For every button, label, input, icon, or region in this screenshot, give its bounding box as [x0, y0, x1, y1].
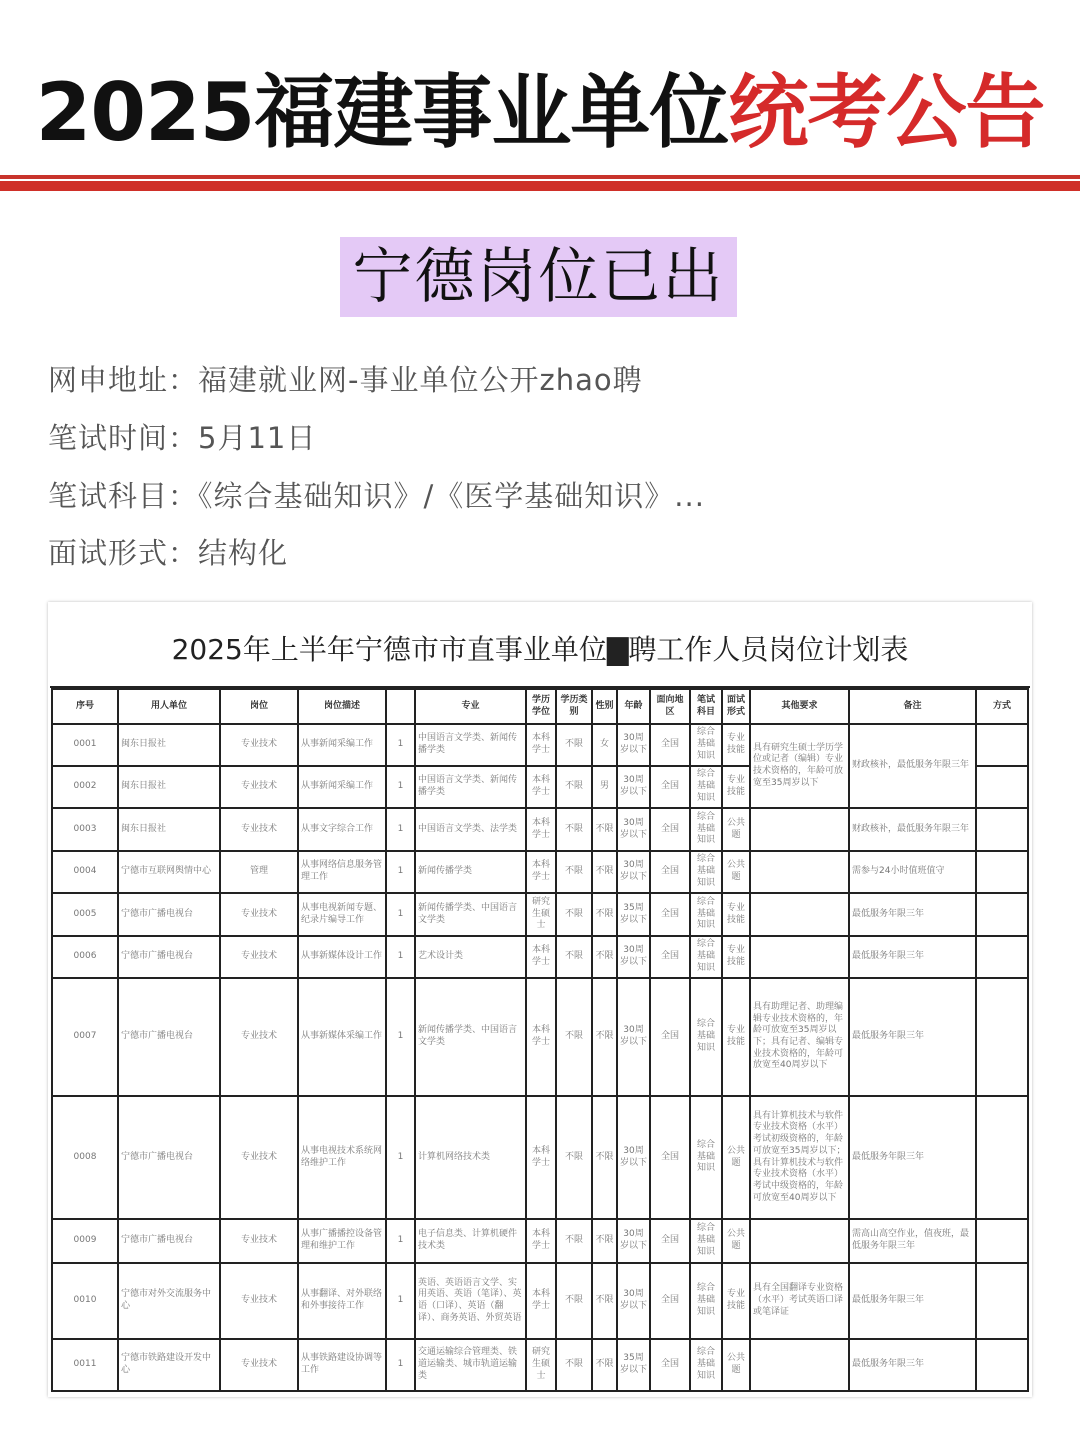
table-cell: 综合基础知识 [690, 808, 722, 851]
table-cell: 新闻传播学类、中国语言文学类 [415, 978, 526, 1096]
table-cell: 英语、英语语言文学、实用英语、英语（笔译）、英语（口译）、英语（翻译）、商务英语、外贸英语 [415, 1263, 526, 1339]
table-cell: 公共题 [722, 1096, 750, 1219]
table-cell: 本科学士 [526, 1263, 556, 1339]
table-cell [976, 724, 1028, 766]
table-row [52, 1219, 1028, 1263]
table-cell: 全国 [650, 724, 690, 766]
table-cell: 从事电视新闻专题、纪录片编导工作 [298, 893, 386, 936]
table-cell: 综合基础知识 [690, 724, 722, 766]
table-cell: 专业技术 [220, 1096, 298, 1219]
table-cell: 0005 [52, 893, 118, 936]
table-cell: 1 [386, 1263, 415, 1339]
info-line-exam-date: 笔试时间：5月11日 [48, 421, 317, 455]
table-cell: 专业技能 [722, 936, 750, 978]
table-cell: 1 [386, 766, 415, 808]
column-header: 笔试科目 [690, 689, 722, 724]
table-cell: 最低服务年限三年 [849, 936, 976, 978]
info-line-interview: 面试形式：结构化 [48, 536, 289, 570]
column-header: 学历学位 [526, 689, 556, 724]
position-plan-sheet [48, 602, 1032, 1397]
table-cell: 宁德市互联网舆情中心 [118, 851, 220, 893]
table-cell [976, 978, 1028, 1096]
table-row [52, 1339, 1028, 1391]
table-cell: 具有助理记者、助理编辑专业技术资格的，年龄可放宽至35周岁以下；具有记者、编辑专业技术资格的，年龄可放宽至40周岁以下 [750, 978, 849, 1096]
table-cell [976, 1219, 1028, 1263]
column-header [386, 689, 415, 724]
table-cell: 从事新媒体采编工作 [298, 978, 386, 1096]
table-cell: 专业技术 [220, 1339, 298, 1391]
table-cell: 新闻传播学类、中国语言文学类 [415, 893, 526, 936]
table-cell: 从事新闻采编工作 [298, 766, 386, 808]
column-header: 备注 [849, 689, 976, 724]
table-cell: 公共题 [722, 851, 750, 893]
table-cell: 全国 [650, 766, 690, 808]
table-cell: 全国 [650, 1263, 690, 1339]
table-cell: 从事新闻采编工作 [298, 724, 386, 766]
table-row [52, 1263, 1028, 1339]
table-cell: 从事网络信息服务管理工作 [298, 851, 386, 893]
table-cell: 宁德市广播电视台 [118, 1219, 220, 1263]
table-cell: 宁德市广播电视台 [118, 978, 220, 1096]
table-cell: 不限 [592, 893, 617, 936]
table-row [52, 808, 1028, 851]
table-cell: 计算机网络技术类 [415, 1096, 526, 1219]
table-cell: 0009 [52, 1219, 118, 1263]
subtitle-highlight: 宁德岗位已出 [340, 237, 737, 317]
table-cell: 全国 [650, 893, 690, 936]
table-cell [750, 1219, 849, 1263]
divider-thin [0, 175, 1080, 179]
column-header: 性别 [592, 689, 617, 724]
table-cell [976, 936, 1028, 978]
table-cell: 不限 [592, 1219, 617, 1263]
table-cell: 新闻传播学类 [415, 851, 526, 893]
table-cell: 全国 [650, 1096, 690, 1219]
headline-red: 统考公告 [728, 66, 1045, 159]
table-cell: 财政核补，最低服务年限三年 [849, 724, 976, 808]
table-cell: 35周岁以下 [617, 893, 650, 936]
column-header: 方式 [976, 689, 1028, 724]
table-cell: 综合基础知识 [690, 851, 722, 893]
table-cell: 最低服务年限三年 [849, 893, 976, 936]
table-cell: 管理 [220, 851, 298, 893]
table-cell: 35周岁以下 [617, 1339, 650, 1391]
table-cell: 最低服务年限三年 [849, 1339, 976, 1391]
table-cell [750, 1339, 849, 1391]
column-header: 岗位 [220, 689, 298, 724]
table-cell: 本科学士 [526, 851, 556, 893]
table-cell: 研究生硕士 [526, 1339, 556, 1391]
table-cell: 从事电视技术系统网络维护工作 [298, 1096, 386, 1219]
table-cell: 专业技术 [220, 936, 298, 978]
table-cell: 综合基础知识 [690, 936, 722, 978]
table-cell: 30周岁以下 [617, 808, 650, 851]
table-cell: 30周岁以下 [617, 936, 650, 978]
table-cell: 本科学士 [526, 936, 556, 978]
divider-thick [0, 181, 1080, 191]
table-cell: 1 [386, 724, 415, 766]
table-cell [976, 893, 1028, 936]
table-cell: 公共题 [722, 808, 750, 851]
table-row [52, 724, 1028, 766]
table-cell: 从事文字综合工作 [298, 808, 386, 851]
table-cell: 30周岁以下 [617, 1219, 650, 1263]
table-cell: 中国语言文学类、新闻传播学类 [415, 766, 526, 808]
table-cell: 1 [386, 978, 415, 1096]
table-cell: 1 [386, 936, 415, 978]
table-cell: 30周岁以下 [617, 978, 650, 1096]
table-cell: 1 [386, 893, 415, 936]
table-cell: 女 [592, 724, 617, 766]
table-cell: 综合基础知识 [690, 893, 722, 936]
table-cell: 本科学士 [526, 1096, 556, 1219]
table-cell: 1 [386, 808, 415, 851]
table-cell: 专业技能 [722, 766, 750, 808]
table-cell: 0001 [52, 724, 118, 766]
table-cell: 专业技能 [722, 1263, 750, 1339]
table-cell: 不限 [556, 808, 592, 851]
table-row [52, 978, 1028, 1096]
table-cell: 本科学士 [526, 1219, 556, 1263]
table-cell: 男 [592, 766, 617, 808]
table-row [52, 1096, 1028, 1219]
table-cell: 公共题 [722, 1219, 750, 1263]
table-cell: 最低服务年限三年 [849, 978, 976, 1096]
table-cell: 30周岁以下 [617, 724, 650, 766]
table-cell: 专业技术 [220, 1219, 298, 1263]
table-cell: 电子信息类、计算机硬件技术类 [415, 1219, 526, 1263]
table-cell: 公共题 [722, 1339, 750, 1391]
table-cell: 本科学士 [526, 766, 556, 808]
column-header: 面试形式 [722, 689, 750, 724]
table-cell: 0002 [52, 766, 118, 808]
table-cell: 综合基础知识 [690, 1263, 722, 1339]
info-line-subjects: 笔试科目：《综合基础知识》/《医学基础知识》... [48, 479, 705, 513]
table-cell: 全国 [650, 936, 690, 978]
table-cell: 最低服务年限三年 [849, 1263, 976, 1339]
table-cell [976, 1096, 1028, 1219]
table-cell: 中国语言文学类、新闻传播学类 [415, 724, 526, 766]
table-cell: 0011 [52, 1339, 118, 1391]
table-cell: 不限 [592, 808, 617, 851]
table-cell: 综合基础知识 [690, 766, 722, 808]
table-cell: 专业技术 [220, 893, 298, 936]
table-cell: 全国 [650, 978, 690, 1096]
table-row [52, 851, 1028, 893]
table-cell: 具有全国翻译专业资格（水平）考试英语口译或笔译证 [750, 1263, 849, 1339]
table-row [52, 893, 1028, 936]
table-cell [750, 851, 849, 893]
table-cell: 综合基础知识 [690, 1219, 722, 1263]
table-cell [976, 1339, 1028, 1391]
table-cell: 不限 [556, 978, 592, 1096]
table-cell [976, 1263, 1028, 1339]
table-cell: 全国 [650, 1219, 690, 1263]
table-cell: 艺术设计类 [415, 936, 526, 978]
table-cell: 财政核补，最低服务年限三年 [849, 808, 976, 851]
table-cell: 宁德市广播电视台 [118, 1096, 220, 1219]
table-cell: 具有研究生硕士学历学位或记者（编辑）专业技术资格的，年龄可放宽至35周岁以下 [750, 724, 849, 808]
table-cell: 专业技术 [220, 766, 298, 808]
table-cell: 0006 [52, 936, 118, 978]
table-cell: 从事新媒体设计工作 [298, 936, 386, 978]
table-cell: 闽东日报社 [118, 808, 220, 851]
table-cell: 本科学士 [526, 978, 556, 1096]
table-cell [750, 808, 849, 851]
table-cell: 0007 [52, 978, 118, 1096]
table-cell: 0010 [52, 1263, 118, 1339]
column-header: 其他要求 [750, 689, 849, 724]
column-header: 序号 [52, 689, 118, 724]
column-header: 年龄 [617, 689, 650, 724]
column-header: 专业 [415, 689, 526, 724]
table-cell: 不限 [556, 893, 592, 936]
table-cell: 不限 [592, 978, 617, 1096]
table-cell: 专业技术 [220, 724, 298, 766]
table-cell: 专业技术 [220, 1263, 298, 1339]
table-cell: 综合基础知识 [690, 978, 722, 1096]
headline [0, 48, 1080, 163]
table-cell: 专业技术 [220, 808, 298, 851]
column-header: 岗位描述 [298, 689, 386, 724]
table-cell: 30周岁以下 [617, 851, 650, 893]
table-cell: 宁德市对外交流服务中心 [118, 1263, 220, 1339]
table-cell: 全国 [650, 851, 690, 893]
table-cell: 0004 [52, 851, 118, 893]
table-cell [750, 893, 849, 936]
table-cell: 中国语言文学类、法学类 [415, 808, 526, 851]
table-cell [750, 936, 849, 978]
info-line-address: 网申地址：福建就业网-事业单位公开zhao聘 [48, 363, 643, 397]
table-cell: 本科学士 [526, 724, 556, 766]
table-cell [976, 766, 1028, 808]
table-cell: 全国 [650, 808, 690, 851]
table-cell: 从事铁路建设协调等工作 [298, 1339, 386, 1391]
column-header: 面向地区 [650, 689, 690, 724]
table-cell: 专业技能 [722, 978, 750, 1096]
column-header: 用人单位 [118, 689, 220, 724]
table-cell: 30周岁以下 [617, 1096, 650, 1219]
table-cell: 不限 [556, 766, 592, 808]
table-cell: 专业技能 [722, 893, 750, 936]
table-cell: 需高山高空作业，值夜班，最低服务年限三年 [849, 1219, 976, 1263]
table-cell: 不限 [592, 851, 617, 893]
table-cell: 宁德市广播电视台 [118, 936, 220, 978]
table-cell: 30周岁以下 [617, 1263, 650, 1339]
position-table [51, 688, 1029, 1392]
table-cell: 不限 [556, 1096, 592, 1219]
table-header-row [52, 689, 1028, 724]
table-cell: 闽东日报社 [118, 724, 220, 766]
table-cell: 本科学士 [526, 808, 556, 851]
table-cell: 专业技能 [722, 724, 750, 766]
table-cell: 需参与24小时值班值守 [849, 851, 976, 893]
sheet-title: 2025年上半年宁德市市直事业单位▇聘工作人员岗位计划表 [50, 602, 1030, 688]
table-cell: 不限 [592, 1339, 617, 1391]
table-cell: 交通运输综合管理类、铁道运输类、城市轨道运输类 [415, 1339, 526, 1391]
table-cell [976, 851, 1028, 893]
table-cell: 不限 [556, 1263, 592, 1339]
column-header: 学历类别 [556, 689, 592, 724]
table-cell: 1 [386, 851, 415, 893]
table-cell: 宁德市广播电视台 [118, 893, 220, 936]
table-cell: 不限 [592, 1096, 617, 1219]
table-cell: 不限 [556, 936, 592, 978]
table-cell: 不限 [556, 1219, 592, 1263]
table-row [52, 936, 1028, 978]
table-cell: 全国 [650, 1339, 690, 1391]
table-cell: 0008 [52, 1096, 118, 1219]
table-cell: 研究生硕士 [526, 893, 556, 936]
table-cell: 不限 [592, 936, 617, 978]
table-cell: 最低服务年限三年 [849, 1096, 976, 1219]
table-cell: 不限 [592, 1263, 617, 1339]
table-cell: 1 [386, 1339, 415, 1391]
table-cell: 1 [386, 1219, 415, 1263]
table-cell: 从事翻译、对外联络和外事接待工作 [298, 1263, 386, 1339]
table-cell: 不限 [556, 724, 592, 766]
table-cell: 闽东日报社 [118, 766, 220, 808]
table-cell: 不限 [556, 851, 592, 893]
table-cell: 综合基础知识 [690, 1339, 722, 1391]
table-cell: 具有计算机技术与软件专业技术资格（水平）考试初级资格的，年龄可放宽至35周岁以下；具有计算机技术与软件专业技术资格（水平）考试中级资格的，年龄可放宽至40周岁以下 [750, 1096, 849, 1219]
table-cell: 30周岁以下 [617, 766, 650, 808]
table-cell: 1 [386, 1096, 415, 1219]
table-cell [976, 808, 1028, 851]
table-cell: 宁德市铁路建设开发中心 [118, 1339, 220, 1391]
table-cell: 综合基础知识 [690, 1096, 722, 1219]
headline-black: 2025福建事业单位 [35, 66, 729, 159]
table-cell: 0003 [52, 808, 118, 851]
table-cell: 不限 [556, 1339, 592, 1391]
table-cell: 从事广播播控设备管理和维护工作 [298, 1219, 386, 1263]
table-cell: 专业技术 [220, 978, 298, 1096]
